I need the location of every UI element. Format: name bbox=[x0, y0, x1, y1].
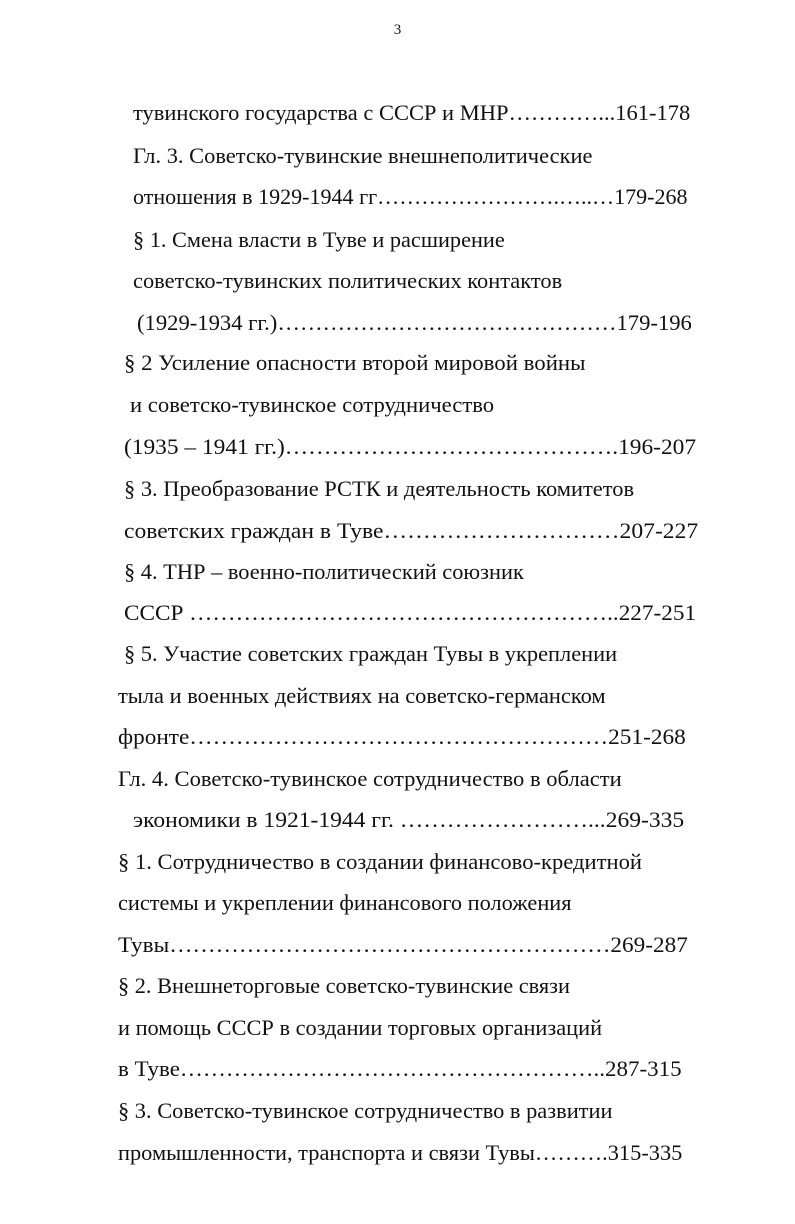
toc-line: экономики в 1921-1944 гг. ……………………...269-335 bbox=[133, 807, 685, 832]
toc-line: § 1. Смена власти в Туве и расширение bbox=[133, 227, 505, 252]
toc-line: СССР ………………………………………………..227-251 bbox=[124, 600, 697, 625]
toc-line: § 5. Участие советских граждан Тувы в укреплении bbox=[124, 641, 618, 666]
toc-line: Гл. 4. Советско-тувинское сотрудничество в области bbox=[118, 766, 622, 791]
toc-line: в Туве………………………………………………..287-315 bbox=[118, 1056, 682, 1081]
toc-line: § 2. Внешнеторговые советско-тувинские связи bbox=[118, 973, 570, 998]
toc-line: советско-тувинских политических контактов bbox=[133, 268, 563, 293]
toc-line: § 2 Усиление опасности второй мировой войны bbox=[124, 350, 586, 375]
toc-line: § 4. ТНР – военно-политический союзник bbox=[124, 559, 524, 584]
toc-line: системы и укреплении финансового положения bbox=[118, 890, 572, 915]
toc-line: тыла и военных действиях на советско-германском bbox=[118, 683, 606, 708]
toc-line: § 3. Преобразование РСТК и деятельность комитетов bbox=[124, 476, 635, 501]
toc-line: Тувы…………………………………………………269-287 bbox=[118, 932, 688, 957]
toc-line: (1929-1934 гг.)………………………………………179-196 bbox=[137, 310, 692, 335]
toc-line: фронте………………………………………………251-268 bbox=[118, 724, 686, 749]
toc-line: отношения в 1929-1944 гг…………………….…..…179-268 bbox=[133, 184, 688, 209]
page-number: 3 bbox=[393, 22, 402, 38]
toc-line: советских граждан в Туве…………………………207-227 bbox=[124, 518, 699, 543]
toc-line: промышленности, транспорта и связи Тувы……….315-335 bbox=[118, 1140, 683, 1165]
toc-line: и помощь СССР в создании торговых организаций bbox=[118, 1015, 603, 1040]
toc-line: (1935 – 1941 гг.)…………………………………….196-207 bbox=[124, 434, 697, 459]
toc-line: § 3. Советско-тувинское сотрудничество в развитии bbox=[118, 1098, 613, 1123]
toc-line: § 1. Сотрудничество в создании финансово-кредитной bbox=[118, 849, 643, 874]
toc-line: и советско-тувинское сотрудничество bbox=[130, 392, 495, 417]
toc-line: Гл. 3. Советско-тувинские внешнеполитические bbox=[133, 143, 593, 168]
toc-line: тувинского государства с СССР и МНР…………...161-178 bbox=[133, 100, 691, 125]
